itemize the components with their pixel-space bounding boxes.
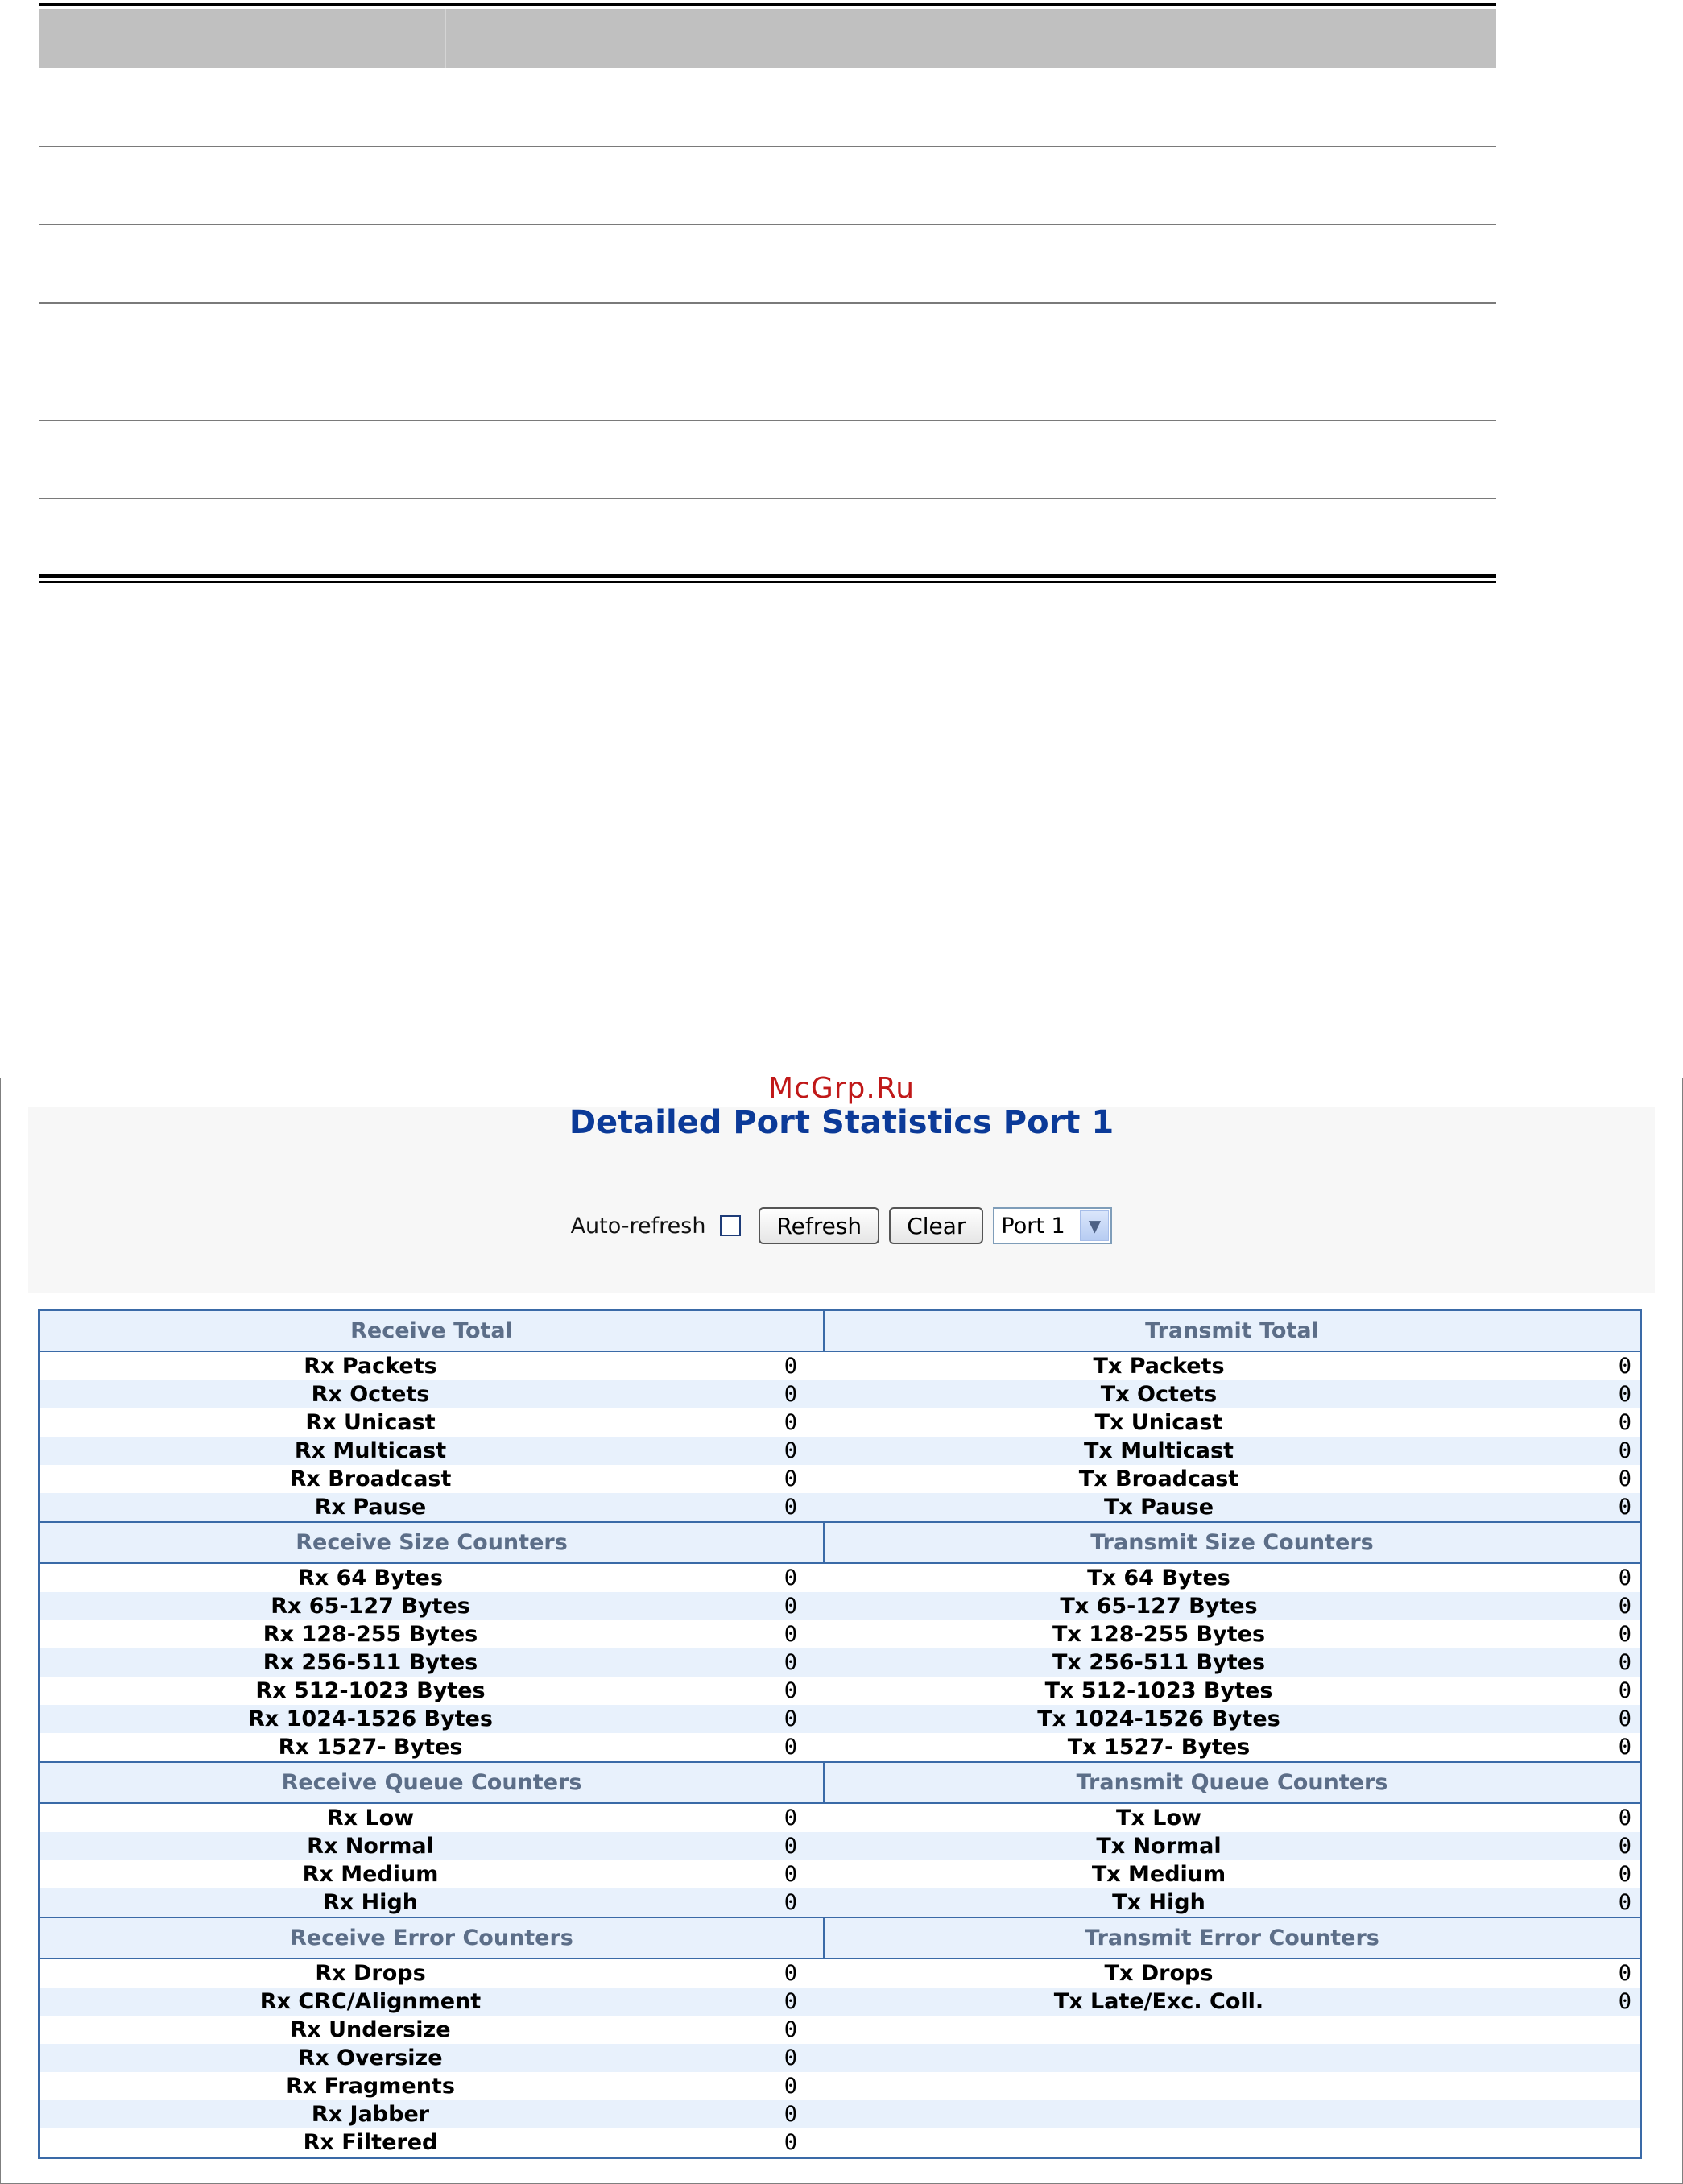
table-row [40, 1860, 1640, 1888]
counter-label: Tx Low [1116, 1806, 1201, 1830]
table-row [40, 1705, 1640, 1733]
counter-label: Tx 65-127 Bytes [1060, 1594, 1258, 1619]
counter-label: Tx 256-511 Bytes [1052, 1650, 1266, 1675]
transmit-cell [825, 1888, 1640, 1917]
receive-cell [40, 1648, 825, 1677]
counter-value: 0 [784, 1354, 797, 1379]
table-row [40, 1564, 1640, 1592]
counter-value: 0 [1618, 1806, 1631, 1830]
counter-value: 0 [784, 1678, 797, 1703]
counter-value: 0 [784, 1466, 797, 1491]
transmit-cell [825, 1437, 1640, 1465]
header-cell-2 [446, 9, 1496, 68]
counter-value: 0 [1618, 1466, 1631, 1491]
transmit-cell [825, 1959, 1640, 1988]
receive-cell [40, 1408, 825, 1437]
counter-value: 0 [1618, 1495, 1631, 1520]
counter-label: Rx Unicast [305, 1410, 436, 1435]
counter-label: Rx Pause [314, 1495, 427, 1520]
section-header [40, 1917, 1640, 1959]
transmit-cell [825, 1677, 1640, 1705]
counter-value: 0 [1618, 1566, 1631, 1590]
chevron-down-icon[interactable]: ▼ [1080, 1210, 1109, 1241]
section-header [40, 1761, 1640, 1804]
watermark: McGrp.Ru [767, 1072, 916, 1105]
section-header [40, 1311, 1640, 1352]
counter-value: 0 [784, 1961, 797, 1986]
table-row [39, 421, 1496, 499]
table-row [40, 1988, 1640, 2016]
counter-value: 0 [784, 2130, 797, 2155]
transmit-cell [825, 1352, 1640, 1380]
table-row [40, 1493, 1640, 1521]
receive-cell [40, 1465, 825, 1493]
counter-label: Tx Drops [1104, 1961, 1214, 1986]
transmit-cell [825, 1733, 1640, 1761]
receive-cell [40, 1860, 825, 1888]
table-header-row [39, 6, 1496, 68]
counter-label: Tx Octets [1100, 1382, 1218, 1407]
counter-value: 0 [1618, 1989, 1631, 2014]
counter-value: 0 [1618, 1735, 1631, 1760]
counter-value: 0 [784, 1438, 797, 1463]
counter-value: 0 [1618, 1354, 1631, 1379]
counter-label: Tx Unicast [1094, 1410, 1223, 1435]
transmit-cell [825, 1804, 1640, 1832]
table-row [40, 1352, 1640, 1380]
transmit-cell [825, 2128, 1640, 2157]
receive-cell [40, 1959, 825, 1988]
transmit-cell [825, 1832, 1640, 1860]
receive-cell [40, 1733, 825, 1761]
table-row [40, 1832, 1640, 1860]
receive-cell [40, 2044, 825, 2072]
counter-label: Rx 65-127 Bytes [271, 1594, 470, 1619]
receive-cell [40, 1832, 825, 1860]
table-row [40, 2072, 1640, 2100]
table-row [39, 304, 1496, 421]
transmit-cell [825, 2100, 1640, 2128]
counter-label: Rx CRC/Alignment [259, 1989, 482, 2014]
table-row [40, 1592, 1640, 1620]
receive-cell [40, 1705, 825, 1733]
counter-label: Tx High [1112, 1890, 1205, 1915]
header-cell-1 [39, 9, 446, 68]
counter-value: 0 [784, 1566, 797, 1590]
counter-value: 0 [784, 2074, 797, 2099]
counter-value: 0 [784, 1410, 797, 1435]
counter-label: Tx Multicast [1084, 1438, 1234, 1463]
counter-label: Tx 128-255 Bytes [1052, 1622, 1266, 1647]
counter-value: 0 [1618, 1438, 1631, 1463]
transmit-cell [825, 1465, 1640, 1493]
counter-label: Tx Pause [1103, 1495, 1214, 1520]
receive-cell [40, 1620, 825, 1648]
controls-bar [1, 1207, 1682, 1244]
clear-button[interactable]: Clear [889, 1207, 983, 1244]
counter-value: 0 [784, 1495, 797, 1520]
counter-value: 0 [784, 2045, 797, 2070]
counter-label: Rx Low [326, 1806, 415, 1830]
port-select[interactable] [993, 1207, 1112, 1244]
table-row [39, 68, 1496, 147]
counter-label: Tx Medium [1091, 1862, 1226, 1887]
counter-label: Rx Broadcast [289, 1466, 452, 1491]
receive-cell [40, 1592, 825, 1620]
receive-cell [40, 2072, 825, 2100]
counter-label: Rx Oversize [298, 2045, 443, 2070]
auto-refresh-label: Auto-refresh [570, 1213, 706, 1239]
counter-value: 0 [784, 1622, 797, 1647]
counter-label: Rx 1024-1526 Bytes [248, 1706, 493, 1731]
counter-value: 0 [784, 1594, 797, 1619]
screenshot-panel [0, 1072, 1683, 2184]
table-row [40, 1648, 1640, 1677]
transmit-cell [825, 1648, 1640, 1677]
counter-label: Rx 128-255 Bytes [263, 1622, 478, 1647]
counter-value: 0 [1618, 1382, 1631, 1407]
table-row [40, 1677, 1640, 1705]
transmit-cell [825, 1988, 1640, 2016]
counter-value: 0 [784, 1706, 797, 1731]
receive-cell [40, 1380, 825, 1408]
transmit-cell [825, 2044, 1640, 2072]
counter-label: Rx Filtered [303, 2130, 438, 2155]
table-row [40, 1408, 1640, 1437]
counter-label: Rx 64 Bytes [297, 1566, 444, 1590]
receive-cell [40, 2100, 825, 2128]
transmit-cell [825, 1493, 1640, 1521]
table-row [40, 2100, 1640, 2128]
table-row [40, 2044, 1640, 2072]
counter-value: 0 [1618, 1594, 1631, 1619]
transmit-cell [825, 2016, 1640, 2044]
counter-value: 0 [784, 1735, 797, 1760]
table-row [40, 1620, 1640, 1648]
receive-cell [40, 1352, 825, 1380]
counter-value: 0 [784, 1834, 797, 1859]
counter-label: Tx Late/Exc. Coll. [1053, 1989, 1264, 2014]
counter-label: Rx Drops [315, 1961, 426, 1986]
document-table [39, 0, 1496, 583]
counter-label: Rx Packets [304, 1354, 437, 1379]
section-title-right: Transmit Error Counters [825, 1918, 1640, 1958]
section-title-right: Transmit Size Counters [825, 1523, 1640, 1562]
counter-label: Tx 64 Bytes [1087, 1566, 1230, 1590]
section-title-right: Transmit Total [825, 1311, 1640, 1351]
auto-refresh-checkbox[interactable] [720, 1215, 741, 1236]
receive-cell [40, 1804, 825, 1832]
counter-label: Rx 512-1023 Bytes [255, 1678, 486, 1703]
receive-cell [40, 1437, 825, 1465]
counter-label: Rx Undersize [290, 2017, 451, 2042]
counter-value: 0 [784, 1989, 797, 2014]
section-title-left: Receive Queue Counters [40, 1763, 825, 1802]
section-title-right: Transmit Queue Counters [825, 1763, 1640, 1802]
counter-value: 0 [1618, 1650, 1631, 1675]
receive-cell [40, 1493, 825, 1521]
counter-label: Tx Packets [1093, 1354, 1225, 1379]
counter-value: 0 [784, 2102, 797, 2127]
table-row [40, 1465, 1640, 1493]
table-row [40, 1733, 1640, 1761]
transmit-cell [825, 1592, 1640, 1620]
table-bottom-rule [39, 574, 1496, 583]
table-row [39, 147, 1496, 225]
transmit-cell [825, 1380, 1640, 1408]
counter-label: Rx Jabber [311, 2102, 430, 2127]
section-header [40, 1521, 1640, 1564]
table-row [40, 1804, 1640, 1832]
counter-value: 0 [1618, 1622, 1631, 1647]
counter-value: 0 [1618, 1890, 1631, 1915]
section-title-left: Receive Error Counters [40, 1918, 825, 1958]
receive-cell [40, 1564, 825, 1592]
counter-value: 0 [784, 1382, 797, 1407]
counter-value: 0 [784, 1806, 797, 1830]
counter-label: Tx 1024-1526 Bytes [1037, 1706, 1280, 1731]
counter-label: Rx Fragments [286, 2074, 455, 2099]
counter-label: Rx 256-511 Bytes [263, 1650, 478, 1675]
counter-label: Rx Normal [307, 1834, 434, 1859]
transmit-cell [825, 1564, 1640, 1592]
receive-cell [40, 1988, 825, 2016]
counter-value: 0 [784, 2017, 797, 2042]
counter-value: 0 [1618, 1834, 1631, 1859]
counter-label: Tx 1527- Bytes [1067, 1735, 1251, 1760]
transmit-cell [825, 2072, 1640, 2100]
receive-cell [40, 1888, 825, 1917]
table-row [40, 1888, 1640, 1917]
counter-label: Tx Broadcast [1078, 1466, 1239, 1491]
port-select-value: Port 1 [1001, 1213, 1065, 1239]
table-row [40, 2128, 1640, 2157]
table-row [39, 225, 1496, 304]
table-row [40, 1437, 1640, 1465]
counter-value: 0 [1618, 1678, 1631, 1703]
counter-value: 0 [1618, 1862, 1631, 1887]
receive-cell [40, 1677, 825, 1705]
table-row [40, 2016, 1640, 2044]
counter-value: 0 [784, 1890, 797, 1915]
counter-value: 0 [1618, 1410, 1631, 1435]
transmit-cell [825, 1620, 1640, 1648]
transmit-cell [825, 1860, 1640, 1888]
receive-cell [40, 2016, 825, 2044]
counter-label: Rx Multicast [294, 1438, 447, 1463]
refresh-button[interactable]: Refresh [759, 1207, 879, 1244]
counter-label: Rx High [322, 1890, 418, 1915]
table-row [40, 1380, 1640, 1408]
table-row [40, 1959, 1640, 1988]
transmit-cell [825, 1408, 1640, 1437]
counter-value: 0 [1618, 1706, 1631, 1731]
counter-value: 0 [1618, 1961, 1631, 1986]
page-title: Detailed Port Statistics Port 1 [569, 1104, 1114, 1141]
transmit-cell [825, 1705, 1640, 1733]
counter-label: Tx 512-1023 Bytes [1044, 1678, 1273, 1703]
counter-label: Rx 1527- Bytes [278, 1735, 463, 1760]
receive-cell [40, 2128, 825, 2157]
section-title-left: Receive Size Counters [40, 1523, 825, 1562]
counter-label: Rx Octets [311, 1382, 430, 1407]
counter-label: Tx Normal [1096, 1834, 1222, 1859]
statistics-table [38, 1309, 1642, 2159]
counter-label: Rx Medium [302, 1862, 439, 1887]
counter-value: 0 [784, 1650, 797, 1675]
counter-value: 0 [784, 1862, 797, 1887]
section-title-left: Receive Total [40, 1311, 825, 1351]
